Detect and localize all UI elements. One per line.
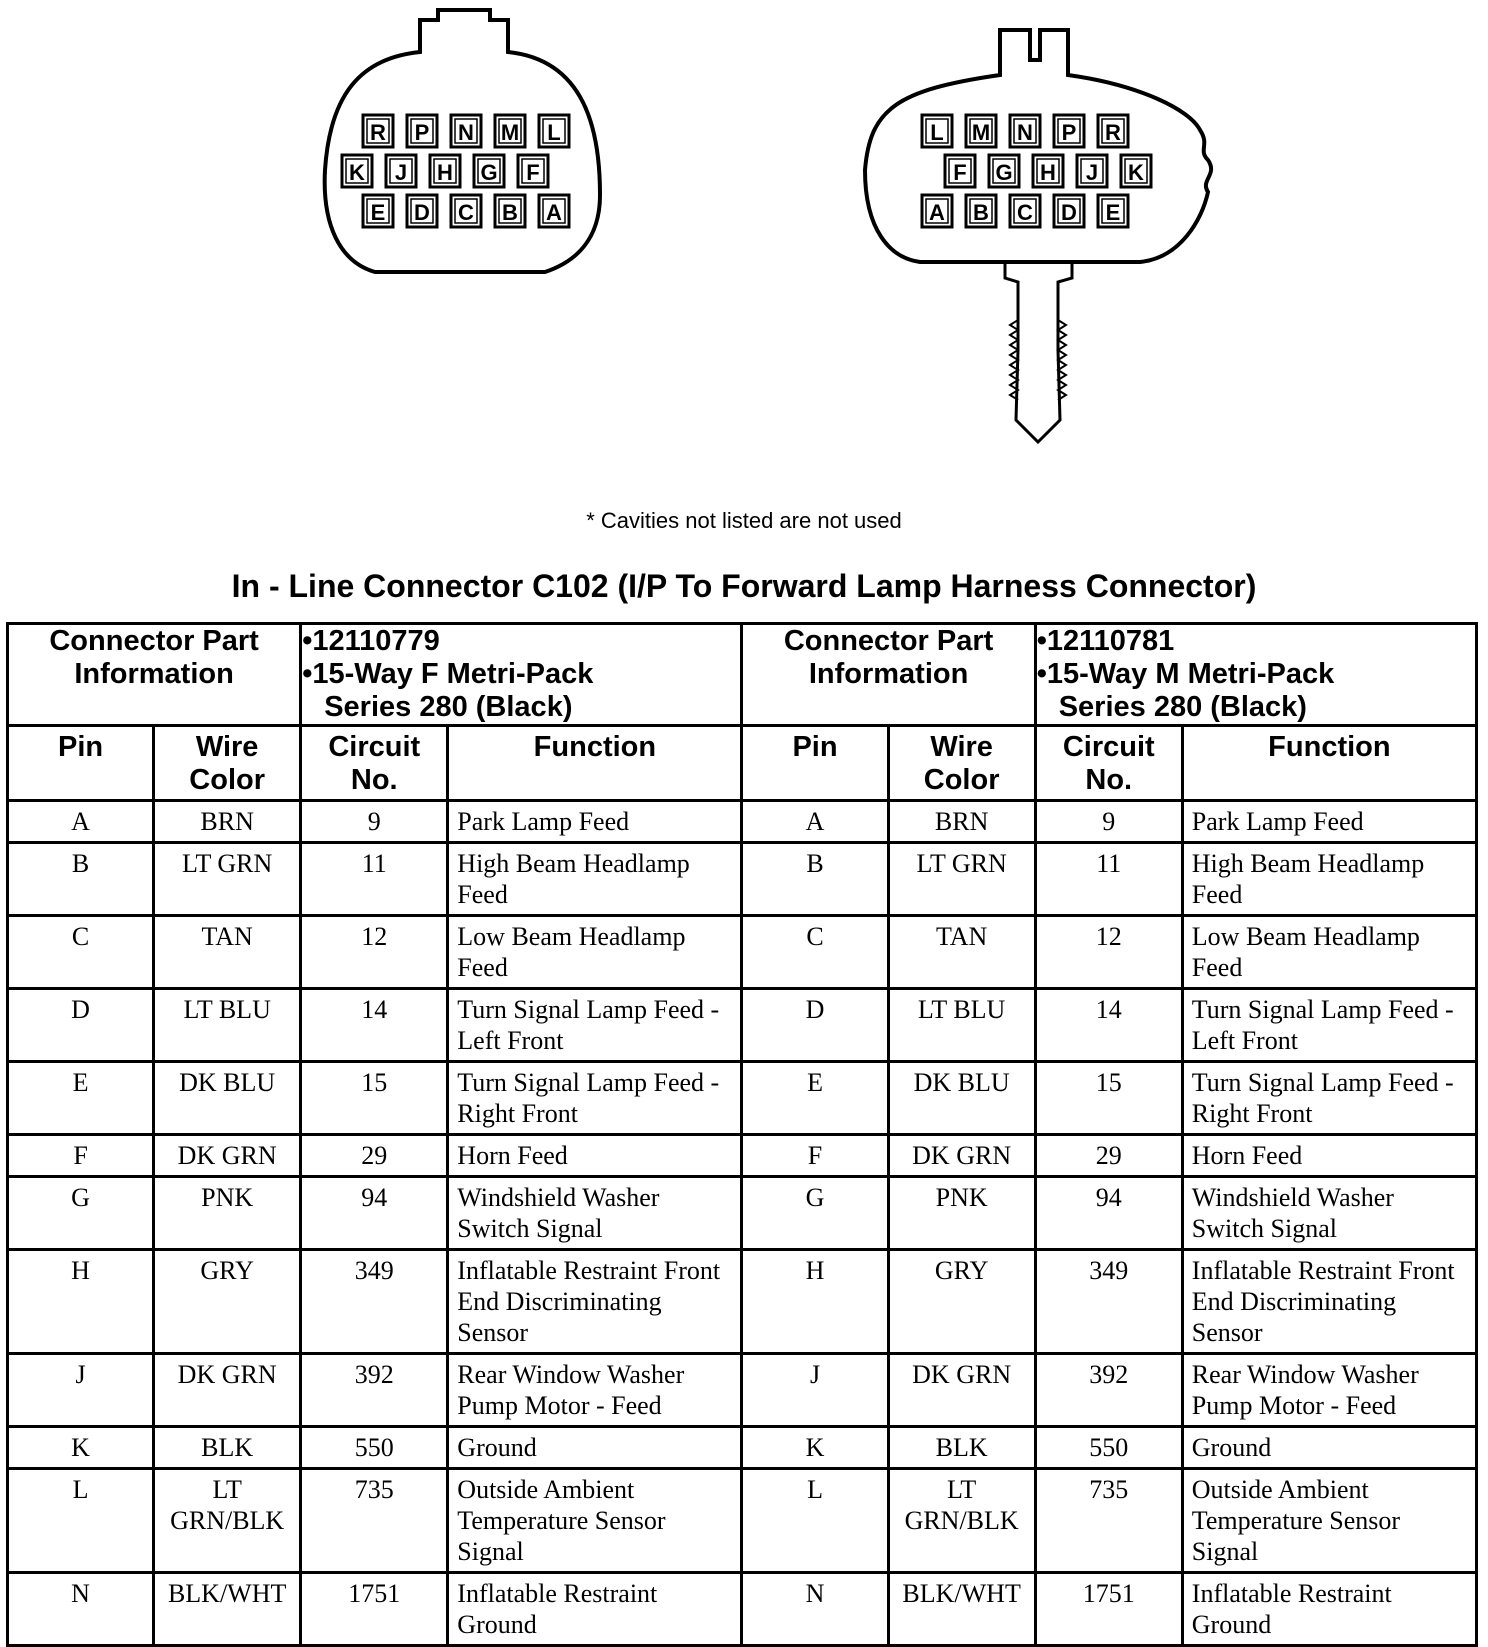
pin-cell: N (8, 1573, 154, 1646)
circuit-cell: 29 (1035, 1135, 1182, 1177)
function-cell: Turn Signal Lamp Feed - Right Front (448, 1062, 742, 1135)
cavity-F (518, 155, 548, 187)
cavity-label: L (547, 120, 561, 145)
circuit-cell: 11 (301, 843, 448, 916)
circuit-cell: 550 (301, 1427, 448, 1469)
function-cell: Inflatable Restraint Ground (1182, 1573, 1476, 1646)
pin-cell: H (742, 1250, 888, 1354)
wire-color-cell: DK GRN (154, 1354, 301, 1427)
circuit-cell: 14 (301, 989, 448, 1062)
table-row (8, 1469, 1477, 1573)
wire-color-cell: BRN (888, 801, 1035, 843)
col-header-wire-color: Wire Color (888, 726, 1035, 801)
table-row (8, 1250, 1477, 1354)
function-cell: Park Lamp Feed (1182, 801, 1476, 843)
male-connector-cavities (922, 115, 1151, 227)
left-part-info-label: Connector Part Information (8, 624, 301, 726)
cavity-label: C (1017, 200, 1033, 225)
circuit-cell: 9 (1035, 801, 1182, 843)
pin-cell: E (8, 1062, 154, 1135)
cavity-A (539, 195, 569, 227)
table-row (8, 1135, 1477, 1177)
wire-color-cell: PNK (154, 1177, 301, 1250)
cavity-label: D (1061, 200, 1077, 225)
cavity-M (966, 115, 996, 147)
circuit-cell: 12 (1035, 916, 1182, 989)
circuit-cell: 15 (301, 1062, 448, 1135)
function-cell: Park Lamp Feed (448, 801, 742, 843)
function-cell: Turn Signal Lamp Feed - Left Front (1182, 989, 1476, 1062)
table-row (8, 801, 1477, 843)
circuit-cell: 9 (301, 801, 448, 843)
connector-diagram (0, 0, 1488, 470)
cavity-label: D (414, 200, 430, 225)
function-cell: Horn Feed (1182, 1135, 1476, 1177)
cavity-label: F (526, 160, 540, 185)
cavity-M (495, 115, 525, 147)
pin-cell: C (8, 916, 154, 989)
cavity-P (1054, 115, 1084, 147)
cavity-L (922, 115, 952, 147)
wire-color-cell: LT GRN (888, 843, 1035, 916)
cavity-A (922, 195, 952, 227)
cavity-L (539, 115, 569, 147)
left-part-info (301, 624, 742, 726)
cavity-K (342, 155, 372, 187)
right-part-desc: • 15-Way M Metri-Pack (1037, 658, 1475, 691)
pin-cell: J (742, 1354, 888, 1427)
table-row (8, 989, 1477, 1062)
wire-color-cell: TAN (888, 916, 1035, 989)
cavity-G (474, 155, 504, 187)
cavity-N (1010, 115, 1040, 147)
cavity-P (407, 115, 437, 147)
pin-cell: F (8, 1135, 154, 1177)
pin-cell: G (8, 1177, 154, 1250)
circuit-cell: 735 (301, 1469, 448, 1573)
cavity-B (966, 195, 996, 227)
col-header-circuit-no: Circuit No. (1035, 726, 1182, 801)
cavity-label: K (1128, 160, 1144, 185)
cavity-C (1010, 195, 1040, 227)
cavity-label: J (394, 160, 408, 185)
wire-color-cell: LT BLU (888, 989, 1035, 1062)
pin-cell: G (742, 1177, 888, 1250)
cavity-label: N (458, 120, 474, 145)
cavity-label: K (349, 160, 365, 185)
cavity-label: E (370, 200, 386, 225)
pinout-table (6, 622, 1478, 1647)
pin-cell: L (742, 1469, 888, 1573)
pin-cell: L (8, 1469, 154, 1573)
function-cell: Rear Window Washer Pump Motor - Feed (448, 1354, 742, 1427)
wire-color-cell: BLK/WHT (888, 1573, 1035, 1646)
cavity-E (1098, 195, 1128, 227)
circuit-cell: 29 (301, 1135, 448, 1177)
cavity-label: E (1105, 200, 1121, 225)
function-cell: Horn Feed (448, 1135, 742, 1177)
cavity-label: J (1085, 160, 1099, 185)
function-cell: Turn Signal Lamp Feed - Left Front (448, 989, 742, 1062)
wire-color-cell: BLK (154, 1427, 301, 1469)
unused-cavities-note: * Cavities not listed are not used (586, 508, 902, 533)
cavity-K (1121, 155, 1151, 187)
page-title: In - Line Connector C102 (I/P To Forward Lamp Harness Connector) (231, 568, 1257, 604)
wire-color-cell: PNK (888, 1177, 1035, 1250)
pin-cell: D (742, 989, 888, 1062)
circuit-cell: 14 (1035, 989, 1182, 1062)
cavity-label: C (458, 200, 474, 225)
function-cell: Outside Ambient Temperature Sensor Signal (1182, 1469, 1476, 1573)
cavity-label: G (480, 160, 498, 185)
cavity-J (386, 155, 416, 187)
table-row (8, 1062, 1477, 1135)
cavity-label: L (930, 120, 944, 145)
wire-color-cell: TAN (154, 916, 301, 989)
right-part-info (1035, 624, 1476, 726)
wire-color-cell: DK GRN (888, 1354, 1035, 1427)
table-row (8, 1177, 1477, 1250)
function-cell: Outside Ambient Temperature Sensor Signal (448, 1469, 742, 1573)
cavity-label: P (414, 120, 430, 145)
circuit-cell: 349 (1035, 1250, 1182, 1354)
cavity-label: N (1017, 120, 1033, 145)
col-header-function: Function (1182, 726, 1476, 801)
pin-cell: E (742, 1062, 888, 1135)
wire-color-cell: GRY (154, 1250, 301, 1354)
pin-cell: K (742, 1427, 888, 1469)
function-cell: Ground (1182, 1427, 1476, 1469)
pin-cell: K (8, 1427, 154, 1469)
wire-color-cell: DK GRN (888, 1135, 1035, 1177)
pin-cell: N (742, 1573, 888, 1646)
cavity-label: H (437, 160, 453, 185)
cavity-label: R (1105, 120, 1121, 145)
table-row (8, 843, 1477, 916)
function-cell: High Beam Headlamp Feed (448, 843, 742, 916)
circuit-cell: 550 (1035, 1427, 1182, 1469)
cavity-label: A (929, 200, 945, 225)
function-cell: Windshield Washer Switch Signal (448, 1177, 742, 1250)
wire-color-cell: DK BLU (154, 1062, 301, 1135)
function-cell: Windshield Washer Switch Signal (1182, 1177, 1476, 1250)
pin-cell: D (8, 989, 154, 1062)
function-cell: Inflatable Restraint Front End Discriminating Sensor (1182, 1250, 1476, 1354)
cavity-R (363, 115, 393, 147)
cavity-label: B (502, 200, 518, 225)
female-connector-cavities (342, 115, 569, 227)
pin-cell: F (742, 1135, 888, 1177)
circuit-cell: 349 (301, 1250, 448, 1354)
col-header-function: Function (448, 726, 742, 801)
right-part-info-label: Connector Part Information (742, 624, 1035, 726)
col-header-pin: Pin (742, 726, 888, 801)
col-header-wire-color: Wire Color (154, 726, 301, 801)
pin-cell: H (8, 1250, 154, 1354)
cavity-label: G (995, 160, 1013, 185)
table-row (8, 1427, 1477, 1469)
cavity-B (495, 195, 525, 227)
function-cell: Low Beam Headlamp Feed (448, 916, 742, 989)
function-cell: Ground (448, 1427, 742, 1469)
left-part-desc: • 15-Way F Metri-Pack (302, 658, 740, 691)
circuit-cell: 392 (1035, 1354, 1182, 1427)
cavity-G (989, 155, 1019, 187)
cavity-J (1077, 155, 1107, 187)
cavity-label: R (370, 120, 386, 145)
cavity-label: B (973, 200, 989, 225)
left-part-series: Series 280 (Black) (324, 691, 573, 723)
function-cell: Inflatable Restraint Front End Discriminating Sensor (448, 1250, 742, 1354)
cavity-label: M (500, 120, 520, 145)
function-cell: Turn Signal Lamp Feed - Right Front (1182, 1062, 1476, 1135)
table-row (8, 1573, 1477, 1646)
function-cell: Low Beam Headlamp Feed (1182, 916, 1476, 989)
cavity-label: P (1061, 120, 1077, 145)
pin-cell: A (742, 801, 888, 843)
table-row (8, 1354, 1477, 1427)
function-cell: Rear Window Washer Pump Motor - Feed (1182, 1354, 1476, 1427)
cavity-label: H (1040, 160, 1056, 185)
wire-color-cell: LT GRN/BLK (888, 1469, 1035, 1573)
wire-color-cell: BRN (154, 801, 301, 843)
circuit-cell: 94 (1035, 1177, 1182, 1250)
col-header-circuit-no: Circuit No. (301, 726, 448, 801)
col-header-pin: Pin (8, 726, 154, 801)
wire-color-cell: LT BLU (154, 989, 301, 1062)
wire-color-cell: LT GRN (154, 843, 301, 916)
cavity-F (945, 155, 975, 187)
cavity-label: A (546, 200, 562, 225)
right-part-number: • 12110781 (1037, 625, 1475, 658)
circuit-cell: 12 (301, 916, 448, 989)
cavity-C (451, 195, 481, 227)
table-row (8, 916, 1477, 989)
left-part-number: • 12110779 (302, 625, 740, 658)
pin-cell: J (8, 1354, 154, 1427)
cavity-H (430, 155, 460, 187)
pin-cell: C (742, 916, 888, 989)
cavity-D (1054, 195, 1084, 227)
right-part-series: Series 280 (Black) (1058, 691, 1307, 723)
circuit-cell: 15 (1035, 1062, 1182, 1135)
function-cell: Inflatable Restraint Ground (448, 1573, 742, 1646)
cavity-D (407, 195, 437, 227)
cavity-H (1033, 155, 1063, 187)
circuit-cell: 11 (1035, 843, 1182, 916)
circuit-cell: 94 (301, 1177, 448, 1250)
cavity-label: F (953, 160, 967, 185)
circuit-cell: 1751 (1035, 1573, 1182, 1646)
cavity-label: M (971, 120, 991, 145)
column-header-row (8, 726, 1477, 801)
pin-cell: B (742, 843, 888, 916)
wire-color-cell: GRY (888, 1250, 1035, 1354)
wire-color-cell: DK GRN (154, 1135, 301, 1177)
cavity-E (363, 195, 393, 227)
cavity-N (451, 115, 481, 147)
wire-color-cell: LT GRN/BLK (154, 1469, 301, 1573)
pin-cell: B (8, 843, 154, 916)
circuit-cell: 735 (1035, 1469, 1182, 1573)
wire-color-cell: BLK/WHT (154, 1573, 301, 1646)
pin-cell: A (8, 801, 154, 843)
function-cell: High Beam Headlamp Feed (1182, 843, 1476, 916)
wire-color-cell: DK BLU (888, 1062, 1035, 1135)
wire-color-cell: BLK (888, 1427, 1035, 1469)
part-info-row (8, 624, 1477, 726)
circuit-cell: 392 (301, 1354, 448, 1427)
circuit-cell: 1751 (301, 1573, 448, 1646)
cavity-R (1098, 115, 1128, 147)
